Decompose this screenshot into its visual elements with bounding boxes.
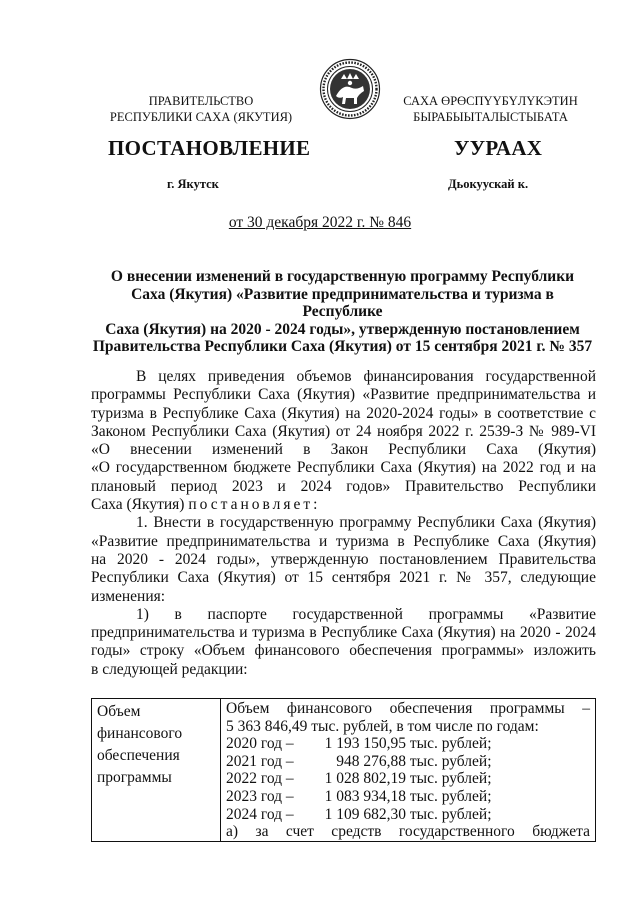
body-line: плановый период 2023 и 2024 годов» Правительство Республики [91, 477, 596, 495]
year-amount: 1 028 802,19 [324, 770, 406, 788]
label-line: Объем [97, 703, 141, 720]
city-sah: Дьокуускай к. [448, 177, 529, 191]
document-date-number [0, 214, 640, 232]
body-line: 1) в паспорте государственной программы «Развитие [136, 605, 596, 623]
body-line: 1. Внести в государственную программу Республики Саха (Якутия) [136, 514, 596, 532]
year-amount: 1 083 934,18 [324, 787, 406, 805]
header-ru-line1: ПРАВИТЕЛЬСТВО [148, 94, 254, 108]
body-line: «О внесении изменений в Закон Республики Саха (Якутия) [91, 441, 596, 459]
body-line: Законом Республики Саха (Якутия) от 24 ноября 2022 г. 2539-З № 989-VI [91, 422, 596, 440]
resolves-prefix: Саха (Якутия) [91, 496, 185, 514]
date-line: от 30 декабря 2022 г. № 846 [228, 214, 412, 231]
year-amount: 948 276,88 [336, 752, 406, 770]
doc-type-sah: УУРААХ [454, 136, 543, 160]
label-line: программы [97, 769, 172, 786]
body-line: годы» строку «Объем финансового обеспечения программы» изложить [91, 642, 596, 660]
table-row [92, 699, 596, 842]
government-header-sah [378, 93, 603, 125]
year-label: 2023 год – [226, 787, 294, 805]
body-line: в следующей редакции: [91, 660, 248, 678]
year-row [226, 753, 590, 771]
coat-of-arms-emblem [319, 58, 381, 120]
resolves-word: постановляет: [188, 496, 321, 514]
city-ru: г. Якутск [167, 177, 219, 191]
label-line: финансового [97, 725, 183, 742]
header-sah-line1: САХА ӨРӨСПҮҮБҮЛҮКЭТИН [403, 94, 578, 108]
body-line: изменения: [91, 587, 166, 605]
funding-value-cell [221, 699, 596, 842]
title-line: О внесении изменений в государственную программу Республики [110, 268, 575, 285]
year-unit: тыс. рублей; [409, 735, 492, 753]
year-amount: 1 109 682,30 [324, 805, 406, 823]
year-unit: тыс. рублей; [409, 787, 492, 805]
year-unit: тыс. рублей; [409, 805, 492, 823]
body-line: на 2020 - 2024 годы», утвержденную постановлением Правительства [91, 550, 596, 568]
year-amount: 1 193 150,95 [324, 735, 406, 753]
body-line: программы Республики Саха (Якутия) «Развитие предпринимательства и [91, 386, 596, 404]
year-row [226, 770, 590, 788]
body-line: предпринимательства и туризма в Республике Саха (Якутия) на 2020 - 2024 [91, 624, 596, 642]
body-line: Республики Саха (Якутия) от 15 сентября 2021 г. № 357, следующие [91, 569, 596, 587]
body-line: В целях приведения объемов финансирования государственной [136, 368, 596, 385]
year-label: 2020 год – [226, 735, 294, 753]
year-unit: тыс. рублей; [409, 752, 492, 770]
year-row [226, 788, 590, 806]
body-line: туризма в Республике Саха (Якутия) на 2020-2024 годы» в соответствие с [91, 404, 596, 422]
year-label: 2024 год – [226, 805, 294, 823]
document-body [91, 368, 596, 679]
header-ru-line2: РЕСПУБЛИКИ САХА (ЯКУТИЯ) [109, 110, 293, 124]
body-line: «Развитие предпринимательства и туризма в Республике Саха (Якутия) [91, 532, 596, 550]
funding-total: 5 363 846,49 тыс. рублей, в том числе по годам: [226, 717, 539, 735]
funding-label-cell [92, 699, 221, 842]
title-line: Саха (Якутия) на 2020 - 2024 годы», утвержденную постановлением [105, 320, 580, 338]
header-sah-line2: БЫРАБЫЫТАЛЫСТЫБАТА [413, 110, 568, 124]
title-line: Правительства Республики Саха (Якутия) от 15 сентября 2021 г. № 357 [92, 338, 593, 355]
government-header-ru [96, 93, 306, 125]
body-line-resolves [91, 496, 596, 514]
document-title [90, 268, 595, 356]
year-row [226, 735, 590, 753]
year-label: 2021 год – [226, 752, 294, 770]
funding-intro: Объем финансового обеспечения программы – [226, 700, 590, 717]
doc-type-ru: ПОСТАНОВЛЕНИЕ [108, 136, 311, 160]
funding-source-line: а) за счет средств государственного бюджета [226, 823, 590, 841]
body-line: «О государственном бюджете Республики Саха (Якутия) на 2022 год и на [91, 459, 596, 477]
title-line: Саха (Якутия) «Развитие предпринимательства и туризма в Республике [131, 285, 554, 320]
year-row [226, 806, 590, 824]
label-line: обеспечения [97, 747, 180, 764]
year-unit: тыс. рублей; [409, 770, 492, 788]
year-label: 2022 год – [226, 770, 294, 788]
funding-table [91, 698, 596, 842]
